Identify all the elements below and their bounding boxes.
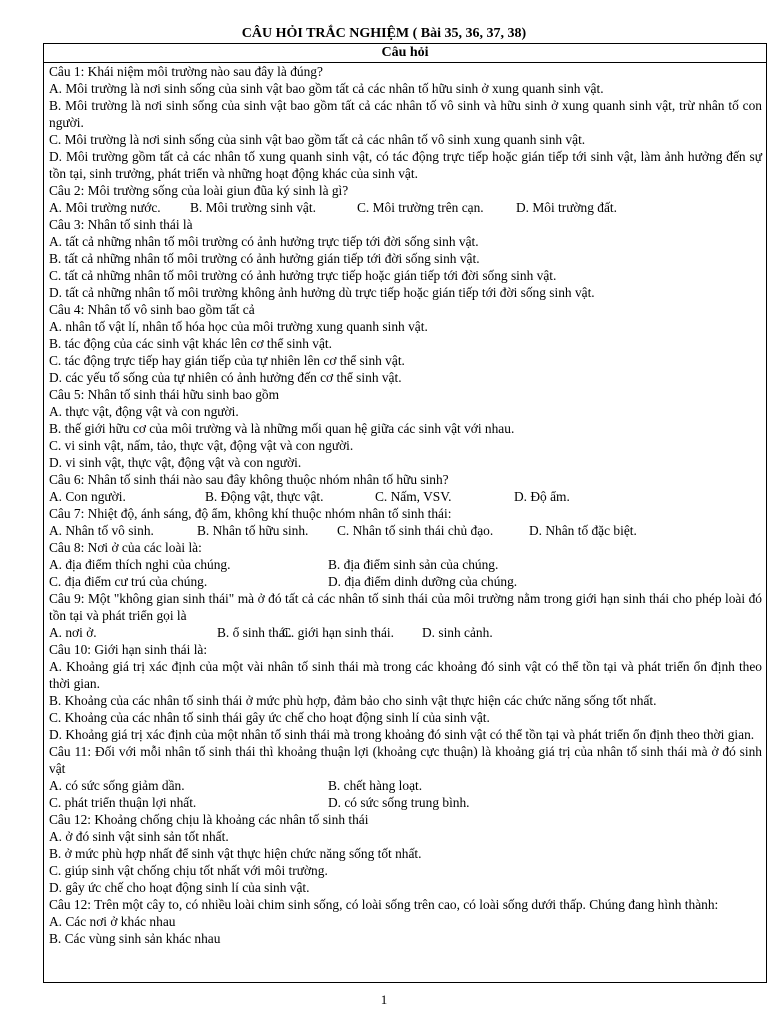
q3-option-c: C. tất cả những nhân tố môi trường có ảnh hưởng trực tiếp hoặc gián tiếp tới đời sống sinh vật. — [49, 268, 557, 283]
q7-option-c: C. Nhân tố sinh thái chủ đạo. — [337, 523, 494, 538]
q2-option-c: C. Môi trường trên cạn. — [357, 200, 484, 215]
q1-option-d: D. Môi trường gồm tất cả các nhân tố xung quanh sinh vật, có tác động trực tiếp hoặc gián tiếp tới sinh vật, làm ảnh hưởng đến sự tồn tại, sinh trưởng, phát triển và những hoạt động khác của sinh vật. — [49, 149, 762, 181]
q7-option-a: A. Nhân tố vô sinh. — [49, 523, 154, 538]
q11-option-a: A. có sức sống giảm dần. — [49, 778, 185, 793]
q6-options — [49, 488, 762, 505]
q3-option-d: D. tất cả những nhân tố môi trường không ảnh hưởng dù trực tiếp hoặc gián tiếp tới đời sống sinh vật. — [49, 285, 595, 300]
q7-option-b: B. Nhân tố hữu sinh. — [197, 523, 309, 538]
question-5: Câu 5: Nhân tố sinh thái hữu sinh bao gồm — [49, 387, 280, 402]
q7-options — [49, 522, 762, 539]
q6-option-b: B. Động vật, thực vật. — [205, 489, 324, 504]
q1-option-c: C. Môi trường là nơi sinh sống của sinh vật bao gồm tất cả các nhân tố vô sinh xung quanh sinh vật. — [49, 132, 586, 147]
question-1: Câu 1: Khái niệm môi trường nào sau đây là đúng? — [49, 64, 323, 79]
q9-option-c: C. giới hạn sinh thái. — [282, 625, 394, 640]
q13-option-a: A. Các nơi ở khác nhau — [49, 914, 176, 929]
q8-options-ab — [49, 556, 762, 573]
page-number: 1 — [380, 992, 388, 1007]
q10-option-c: C. Khoảng của các nhân tố sinh thái gây ức chế cho hoạt động sinh lí của sinh vật. — [49, 710, 490, 725]
q10-option-d: D. Khoảng giá trị xác định của một nhân tố sinh thái mà trong khoảng đó sinh vật có thể tồn tại và phát triển ổn định theo thời gian. — [49, 727, 755, 742]
q6-option-c: C. Nấm, VSV. — [375, 489, 452, 504]
q9-option-b: B. ổ sinh thái. — [217, 625, 292, 640]
q11-option-b: B. chết hàng loạt. — [328, 778, 423, 793]
q12-option-b: B. ở mức phù hợp nhất để sinh vật thực hiện chức năng sống tốt nhất. — [49, 846, 422, 861]
q9-option-a: A. nơi ở. — [49, 625, 97, 640]
question-11: Câu 11: Đối với mỗi nhân tố sinh thái thì khoảng thuận lợi (khoảng cực thuận) là khoảng giá trị của nhân tố sinh thái mà ở đó sinh vật — [49, 744, 762, 776]
q2-option-d: D. Môi trường đất. — [516, 200, 617, 215]
q5-option-a: A. thực vật, động vật và con người. — [49, 404, 239, 419]
q13-option-b: B. Các vùng sinh sản khác nhau — [49, 931, 221, 946]
question-list — [44, 63, 766, 947]
q4-option-d: D. các yếu tố sống của tự nhiên có ảnh hưởng đến cơ thể sinh vật. — [49, 370, 402, 385]
q11-options-cd — [49, 794, 762, 811]
q7-option-d: D. Nhân tố đặc biệt. — [529, 523, 637, 538]
q12-option-a: A. ở đó sinh vật sinh sản tốt nhất. — [49, 829, 229, 844]
q4-option-a: A. nhân tố vật lí, nhân tố hóa học của môi trường xung quanh sinh vật. — [49, 319, 428, 334]
q1-option-b: B. Môi trường là nơi sinh sống của sinh vật bao gồm tất cả các nhân tố vô sinh và hữu sinh ở xung quanh sinh vật, trừ nhân tố con người. — [49, 98, 762, 130]
page-title: CÂU HỎI TRẮC NGHIỆM ( Bài 35, 36, 37, 38) — [241, 26, 527, 41]
q8-option-b: B. địa điểm sinh sản của chúng. — [328, 557, 499, 572]
q5-option-c: C. vi sinh vật, nấm, tảo, thực vật, động vật và con người. — [49, 438, 354, 453]
q9-options — [49, 624, 762, 641]
q8-option-c: C. địa điểm cư trú của chúng. — [49, 574, 208, 589]
q12-option-d: D. gây ức chế cho hoạt động sinh lí của sinh vật. — [49, 880, 310, 895]
question-9: Câu 9: Một "không gian sinh thái" mà ở đó tất cả các nhân tố sinh thái của môi trường nằm trong giới hạn sinh thái cho phép loài đó tồn tại và phát triển gọi là — [49, 591, 762, 623]
q10-option-b: B. Khoảng của các nhân tố sinh thái ở mức phù hợp, đảm bảo cho sinh vật thực hiện các chức năng sống tốt nhất. — [49, 693, 657, 708]
question-7: Câu 7: Nhiệt độ, ánh sáng, độ ẩm, không khí thuộc nhóm nhân tố sinh thái: — [49, 506, 452, 521]
q8-option-d: D. địa điểm dinh dưỡng của chúng. — [328, 574, 518, 589]
q11-option-d: D. có sức sống trung bình. — [328, 795, 470, 810]
q4-option-c: C. tác động trực tiếp hay gián tiếp của tự nhiên lên cơ thể sinh vật. — [49, 353, 405, 368]
q4-option-b: B. tác động của các sinh vật khác lên cơ thể sinh vật. — [49, 336, 332, 351]
column-header: Câu hỏi — [44, 44, 766, 63]
q6-option-a: A. Con người. — [49, 489, 126, 504]
q12-option-c: C. giúp sinh vật chống chịu tốt nhất với môi trường. — [49, 863, 328, 878]
question-2: Câu 2: Môi trường sống của loài giun đũa ký sinh là gì? — [49, 183, 349, 198]
q11-option-c: C. phát triển thuận lợi nhất. — [49, 795, 197, 810]
question-10: Câu 10: Giới hạn sinh thái là: — [49, 642, 208, 657]
question-8: Câu 8: Nơi ở của các loài là: — [49, 540, 202, 555]
q5-option-b: B. thế giới hữu cơ của môi trường và là những mối quan hệ giữa các sinh vật với nhau. — [49, 421, 515, 436]
q3-option-b: B. tất cả những nhân tố môi trường có ảnh hưởng gián tiếp tới đời sống sinh vật. — [49, 251, 480, 266]
q8-option-a: A. địa điểm thích nghi của chúng. — [49, 557, 231, 572]
q1-option-a: A. Môi trường là nơi sinh sống của sinh vật bao gồm tất cả các nhân tố hữu sinh ở xung quanh sinh vật. — [49, 81, 604, 96]
q3-option-a: A. tất cả những nhân tố môi trường có ảnh hưởng trực tiếp tới đời sống sinh vật. — [49, 234, 479, 249]
q6-option-d: D. Độ ẩm. — [514, 489, 570, 504]
question-6: Câu 6: Nhân tố sinh thái nào sau đây không thuộc nhóm nhân tố hữu sinh? — [49, 472, 449, 487]
q8-options-cd — [49, 573, 762, 590]
question-12: Câu 12: Khoảng chống chịu là khoảng các nhân tố sinh thái — [49, 812, 369, 827]
question-13: Câu 12: Trên một cây to, có nhiều loài chim sinh sống, có loài sống trên cao, có loài sống dưới thấp. Chúng đang hình thành: — [49, 897, 719, 912]
question-3: Câu 3: Nhân tố sinh thái là — [49, 217, 193, 232]
q9-option-d: D. sinh cảnh. — [422, 625, 493, 640]
q2-option-a: A. Môi trường nước. — [49, 200, 161, 215]
q10-option-a: A. Khoảng giá trị xác định của một vài nhân tố sinh thái mà trong các khoảng đó sinh vật có thể tồn tại và phát triển ổn định theo thời gian. — [49, 659, 762, 691]
q5-option-d: D. vi sinh vật, thực vật, động vật và con người. — [49, 455, 302, 470]
q2-option-b: B. Môi trường sinh vật. — [190, 200, 316, 215]
q11-options-ab — [49, 777, 762, 794]
q2-options — [49, 199, 762, 216]
question-4: Câu 4: Nhân tố vô sinh bao gồm tất cả — [49, 302, 255, 317]
question-table — [43, 43, 767, 983]
